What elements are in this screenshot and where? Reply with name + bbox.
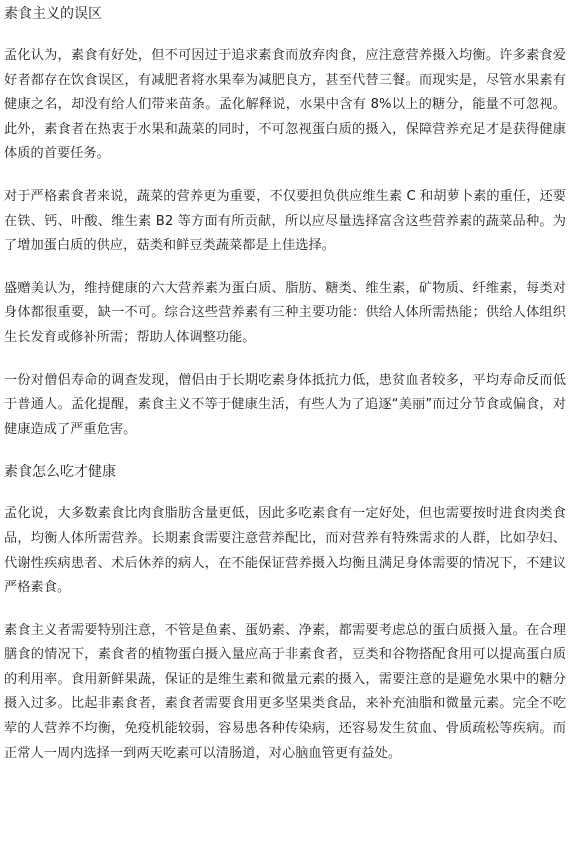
paragraph-six-nutrients: 盛赠美认为，维持健康的六大营养素为蛋白质、脂肪、糖类、维生素，矿物质、纤维素，每类对身体都很重要，缺一不可。综合这些营养素有三种主要功能：供给人体所需热能；供给人体组织生长发育或修补所需；帮助人体调整功能。 xyxy=(4,280,566,345)
paragraph-monk-lifespan: 一份对僧侣寿命的调查发现，僧侣由于长期吃素身体抵抗力低，患贫血者较多，平均寿命反而低于普通人。孟化提醒，素食主义不等于健康生活，有些人为了追逐“美丽”而过分节食或偏食，对健康造成了严重危害。 xyxy=(4,372,566,437)
paragraph-protein-intake: 素食主义者需要特别注意，不管是鱼素、蛋奶素、净素，都需要考虑总的蛋白质摄入量。在合理膳食的情况下，素食者的植物蛋白摄入量应高于非素食者，豆类和谷物搭配食用可以提高蛋白质的利用率。食用新鲜果蔬，保证的是维生素和微量元素的摄入，需要注意的是避免水果中的糖分摄入过多。比起非素食者，素食者需要食用更多坚果类食品，来补充油脂和微量元素。完全不吃荤的人营养不均衡，免疫机能较弱，容易患各种传染病，还容易发生贫血、骨质疏松等疾病。而正常人一周内选择一到两天吃素可以清肠道，对心脑血管更有益处。 xyxy=(4,622,566,761)
section-title-vegetarian-myths: 素食主义的误区 xyxy=(4,6,102,22)
section-title-healthy-vegetarian: 素食怎么吃才健康 xyxy=(4,464,116,481)
paragraph-menghua-balance: 孟化认为，素食有好处，但不可因过于追求素食而放弃肉食，应注意营养摄入均衡。许多素食爱好者都存在饮食误区，有减肥者将水果奉为减肥良方，甚至代替三餐。而现实是，尽管水果素有健康之名，却没有给人们带来苗条。孟化解释说，水果中含有 8%以上的糖分，能量不可忽视。此外，素食者在热衷于水果和蔬菜的同时，不可忽视蛋白质的摄入，保障营养充足才是获得健康体质的首要任务。 xyxy=(4,48,566,162)
paragraph-eat-meat-regularly: 孟化说，大多数素食比肉食脂肪含量更低，因此多吃素食有一定好处，但也需要按时进食肉类食品，均衡人体所需营养。长期素食需要注意营养配比，而对营养有特殊需求的人群，比如孕妇、代谢性疾病患者、术后休养的病人，在不能保证营养摄入均衡且满足身体需要的情况下，不建议严格素食。 xyxy=(4,506,566,596)
paragraph-strict-vegetarian-vegetables: 对于严格素食者来说，蔬菜的营养更为重要，不仅要担负供应维生素 C 和胡萝卜素的重任，还要在铁、钙、叶酸、维生素 B2 等方面有所贡献，所以应尽量选择富含这些营养素的蔬菜品种。为了增加蛋白质的供应，菇类和鲜豆类蔬菜都是上佳选择。 xyxy=(4,188,566,254)
article-body xyxy=(4,2,566,766)
